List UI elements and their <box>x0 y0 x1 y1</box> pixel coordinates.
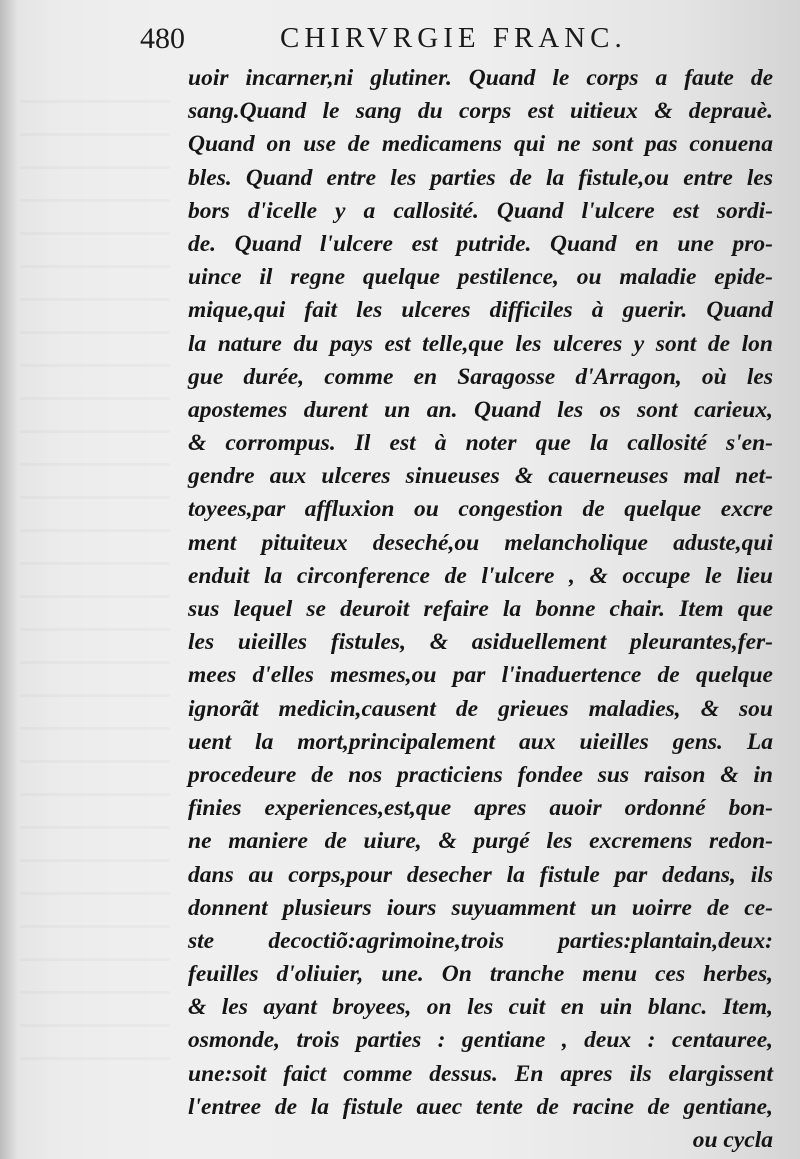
text-line: toyees,par affluxion ou congestion de quelque excre <box>188 496 773 523</box>
text-line: enduit la circonference de l'ulcere , & occupe le lieu <box>188 562 773 589</box>
text-line: bles. Quand entre les parties de la fistule,ou entre les <box>188 164 773 191</box>
text-line: feuilles d'oliuier, une. On tranche menu ces herbes, <box>188 961 773 988</box>
text-line: sang.Quand le sang du corps est uitieux & deprauè. <box>188 98 773 125</box>
text-line: donnent plusieurs iours suyuamment un uoirre de ce- <box>188 894 773 921</box>
body-text <box>188 62 773 1157</box>
text-line: mees d'elles mesmes,ou par l'inaduertence de quelque <box>188 662 773 689</box>
text-line: & corrompus. Il est à noter que la callosité s'en- <box>188 430 773 457</box>
text-line: & les ayant broyees, on les cuit en uin blanc. Item, <box>188 994 773 1021</box>
text-line: uent la mort,principalement aux uieilles gens. La <box>188 728 773 755</box>
text-line: osmonde, trois parties : gentiane , deux : centauree, <box>188 1027 773 1054</box>
text-line: ne maniere de uiure, & purgé les excremens redon- <box>188 828 773 855</box>
text-line: finies experiences,est,que apres auoir ordonné bon- <box>188 795 773 822</box>
text-line: l'entree de la fistule auec tente de racine de gentiane, <box>188 1093 773 1120</box>
text-line: gue durée, comme en Saragosse d'Arragon, où les <box>188 363 773 390</box>
text-line: uoir incarner,ni glutiner. Quand le corps a faute de <box>188 65 773 91</box>
spine-shadow <box>0 0 18 1159</box>
text-line: une:soit faict comme dessus. En apres ils elargissent <box>188 1060 773 1087</box>
show-through-texture <box>20 100 170 1080</box>
text-line: sus lequel se deuroit refaire la bonne chair. Item que <box>188 596 773 622</box>
text-line: ou cycla <box>692 1127 773 1153</box>
text-line: uince il regne quelque pestilence, ou maladie epide- <box>188 264 773 291</box>
text-line: ignorãt medicin,causent de grieues maladies, & sou <box>188 695 773 722</box>
text-line: gendre aux ulceres sinueuses & cauerneuses mal net- <box>188 463 773 490</box>
text-line: de. Quand l'ulcere est putride. Quand en une pro- <box>188 230 773 257</box>
text-line: dans au corps,pour desecher la fistule par dedans, ils <box>188 861 773 888</box>
running-head: CHIRVRGIE FRANC. <box>280 22 627 54</box>
text-line: bors d'icelle y a callosité. Quand l'ulcere est sordi- <box>188 197 773 224</box>
text-line: ment pituiteux deseché,ou melancholique aduste,qui <box>188 529 773 556</box>
page-header <box>140 18 700 58</box>
text-line: apostemes durent un an. Quand les os sont carieux, <box>188 396 773 423</box>
text-line: la nature du pays est telle,que les ulceres y sont de lon <box>188 330 773 357</box>
text-line: les uieilles fistules, & asiduellement pleurantes,fer- <box>188 629 773 656</box>
text-line: mique,qui fait les ulceres difficiles à guerir. Quand <box>188 297 773 324</box>
page-number: 480 <box>140 22 185 55</box>
text-line: Quand on use de medicamens qui ne sont pas conuena <box>188 131 773 158</box>
text-line: ste decoctiõ:agrimoine,trois parties:plantain,deux: <box>188 927 773 954</box>
text-line: procedeure de nos practiciens fondee sus raison & in <box>188 761 773 788</box>
